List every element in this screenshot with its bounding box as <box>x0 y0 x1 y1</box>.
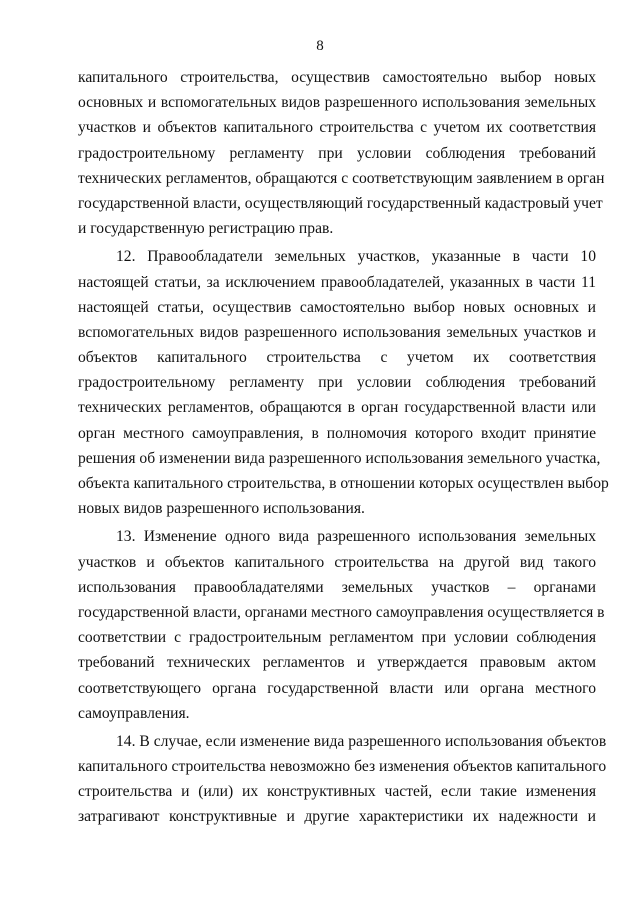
paragraph <box>78 244 609 521</box>
text-line: государственной власти, органами местного самоуправления осуществляется в <box>78 603 605 621</box>
paragraph <box>78 524 605 726</box>
text-line: соответствующего органа государственной власти или органа местного <box>78 679 596 697</box>
text-line: объектов капитального строительства с учетом их соответствия <box>78 349 596 367</box>
text-line: использования правообладателями земельных участков – органами <box>78 578 596 596</box>
text-line: градостроительному регламенту при условии соблюдения требований <box>78 144 596 162</box>
text-line: требований технических регламентов и утверждается правовым актом <box>78 654 596 672</box>
text-line: градостроительному регламенту при условии соблюдения требований <box>78 374 596 392</box>
text-line: самоуправления. <box>78 704 190 722</box>
text-line: участков и объектов капитального строительства на другой вид такого <box>78 553 596 571</box>
text-line: соответствии с градостроительным регламентом при условии соблюдения <box>78 629 596 647</box>
text-line: затрагивают конструктивные и другие характеристики их надежности и <box>78 808 596 826</box>
text-line: 12. Правообладатели земельных участков, указанные в части 10 <box>116 248 596 266</box>
text-line: и государственную регистрацию прав. <box>78 220 334 238</box>
document-body <box>78 65 609 830</box>
text-line: орган местного самоуправления, в полномочия которого входит принятие <box>78 424 596 442</box>
text-line: вспомогательных видов разрешенного использования земельных участков и <box>78 323 596 341</box>
text-line: строительства и (или) их конструктивных частей, если такие изменения <box>78 783 596 801</box>
text-line: настоящей статьи, осуществив самостоятельно выбор новых основных и <box>78 298 596 316</box>
text-line: технических регламентов, обращаются с соответствующим заявлением в орган <box>78 169 605 187</box>
text-line: капитального строительства невозможно без изменения объектов капитального <box>78 758 607 776</box>
text-line: объекта капитального строительства, в отношении которых осуществлен выбор <box>78 475 609 492</box>
text-line: технических регламентов, обращаются в орган государственной власти или <box>78 399 596 417</box>
text-line: капитального строительства, осуществив самостоятельно выбор новых <box>78 69 596 86</box>
text-line: решения об изменении вида разрешенного использования земельного участка, <box>78 449 601 467</box>
text-line: 13. Изменение одного вида разрешенного использования земельных <box>116 528 596 546</box>
page-number: 8 <box>316 38 324 54</box>
text-line: настоящей статьи, за исключением правообладателей, указанных в части 11 <box>78 273 596 291</box>
text-line: 14. В случае, если изменение вида разрешенного использования объектов <box>116 732 607 750</box>
paragraph <box>78 65 605 241</box>
text-line: государственной власти, осуществляющий государственный кадастровый учет <box>78 194 603 212</box>
text-line: основных и вспомогательных видов разрешенного использования земельных <box>78 94 596 112</box>
text-line: новых видов разрешенного использования. <box>78 500 365 518</box>
text-line: участков и объектов капитального строительства с учетом их соответствия <box>78 119 596 137</box>
paragraph <box>78 729 607 830</box>
